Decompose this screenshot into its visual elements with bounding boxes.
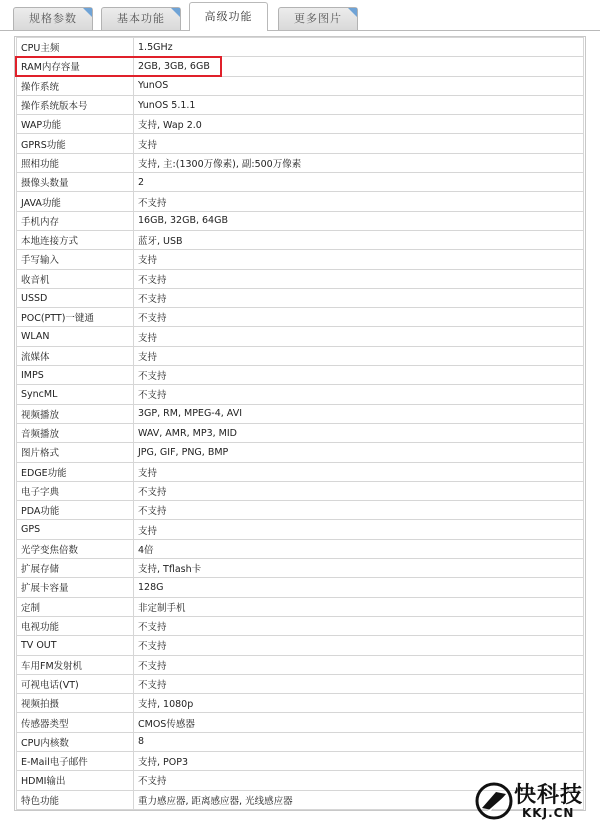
spec-value: 2GB, 3GB, 6GB [134, 57, 584, 76]
tab-corner-icon [171, 8, 180, 17]
spec-key: HDMI输出 [17, 771, 134, 790]
spec-value: CMOS传感器 [134, 713, 584, 732]
spec-value: 非定制手机 [134, 597, 584, 616]
spec-key: 摄像头数量 [17, 173, 134, 192]
spec-value: 蓝牙, USB [134, 230, 584, 249]
spec-row [17, 153, 584, 172]
spec-row [17, 694, 584, 713]
spec-key: 手写输入 [17, 250, 134, 269]
spec-row [17, 76, 584, 95]
spec-key: PDA功能 [17, 501, 134, 520]
spec-row [17, 520, 584, 539]
spec-key: 照相功能 [17, 153, 134, 172]
spec-key: GPS [17, 520, 134, 539]
spec-value: 不支持 [134, 288, 584, 307]
spec-value: 支持 [134, 520, 584, 539]
spec-value: 2 [134, 173, 584, 192]
spec-row [17, 173, 584, 192]
spec-row [17, 636, 584, 655]
spec-key: POC(PTT)一键通 [17, 308, 134, 327]
tab-corner-icon [83, 8, 92, 17]
spec-row [17, 115, 584, 134]
kkj-logo-icon [474, 782, 514, 820]
spec-row [17, 559, 584, 578]
watermark-title: 快科技 [514, 783, 584, 808]
spec-value: 支持, Tflash卡 [134, 559, 584, 578]
spec-key: 定制 [17, 597, 134, 616]
spec-value: 128G [134, 578, 584, 597]
spec-key: 图片格式 [17, 443, 134, 462]
spec-value: 重力感应器, 距离感应器, 光线感应器 [134, 790, 584, 809]
spec-key: 电视功能 [17, 616, 134, 635]
spec-row [17, 539, 584, 558]
tab-images-label: 更多图片 [294, 12, 342, 25]
spec-value: 不支持 [134, 192, 584, 211]
spec-key: 扩展卡容量 [17, 578, 134, 597]
spec-key: 音频播放 [17, 423, 134, 442]
spec-key: 本地连接方式 [17, 230, 134, 249]
spec-table [16, 37, 584, 810]
spec-row [17, 501, 584, 520]
spec-value: 支持 [134, 134, 584, 153]
tab-bar [0, 0, 600, 31]
tab-specs-label: 规格参数 [29, 12, 77, 25]
spec-row [17, 674, 584, 693]
spec-row [17, 462, 584, 481]
spec-value: 不支持 [134, 366, 584, 385]
spec-row [17, 751, 584, 770]
spec-row [17, 713, 584, 732]
tab-corner-icon [348, 8, 357, 17]
spec-key: 特色功能 [17, 790, 134, 809]
spec-value: 不支持 [134, 481, 584, 500]
spec-key: CPU内核数 [17, 732, 134, 751]
spec-key: GPRS功能 [17, 134, 134, 153]
spec-row [17, 38, 584, 57]
spec-table-container [14, 36, 586, 811]
watermark [474, 778, 594, 822]
spec-value: 不支持 [134, 308, 584, 327]
spec-value: 4倍 [134, 539, 584, 558]
spec-value: 3GP, RM, MPEG-4, AVI [134, 404, 584, 423]
spec-row [17, 95, 584, 114]
spec-value: 不支持 [134, 385, 584, 404]
spec-row [17, 134, 584, 153]
spec-row [17, 192, 584, 211]
spec-value: WAV, AMR, MP3, MID [134, 423, 584, 442]
spec-value: 不支持 [134, 616, 584, 635]
spec-value: 16GB, 32GB, 64GB [134, 211, 584, 230]
spec-value: 支持 [134, 327, 584, 346]
spec-row [17, 423, 584, 442]
spec-value: JPG, GIF, PNG, BMP [134, 443, 584, 462]
spec-value: YunOS 5.1.1 [134, 95, 584, 114]
spec-key: 视频拍摄 [17, 694, 134, 713]
spec-key: 传感器类型 [17, 713, 134, 732]
spec-key: 车用FM发射机 [17, 655, 134, 674]
spec-row [17, 732, 584, 751]
spec-row [17, 404, 584, 423]
spec-key: IMPS [17, 366, 134, 385]
spec-value: 支持, POP3 [134, 751, 584, 770]
spec-value: 不支持 [134, 636, 584, 655]
spec-row [17, 57, 584, 76]
spec-row [17, 308, 584, 327]
spec-row [17, 269, 584, 288]
spec-value: 支持, 主:(1300万像素), 副:500万像素 [134, 153, 584, 172]
spec-key: 手机内存 [17, 211, 134, 230]
spec-key: EDGE功能 [17, 462, 134, 481]
spec-value: 8 [134, 732, 584, 751]
spec-key: SyncML [17, 385, 134, 404]
spec-row [17, 327, 584, 346]
tab-basic-features[interactable] [101, 7, 181, 30]
spec-key: 操作系统 [17, 76, 134, 95]
spec-key: 光学变焦倍数 [17, 539, 134, 558]
spec-key: E-Mail电子邮件 [17, 751, 134, 770]
tab-advanced-features[interactable] [189, 2, 268, 31]
spec-value: 不支持 [134, 771, 584, 790]
spec-key: USSD [17, 288, 134, 307]
spec-row [17, 597, 584, 616]
spec-value: 支持 [134, 346, 584, 365]
spec-key: 流媒体 [17, 346, 134, 365]
spec-key: WAP功能 [17, 115, 134, 134]
spec-row [17, 211, 584, 230]
spec-key: TV OUT [17, 636, 134, 655]
spec-value: 支持 [134, 462, 584, 481]
watermark-subtitle: KKJ.CN [522, 806, 575, 820]
tab-advanced-label: 高级功能 [204, 10, 253, 23]
spec-value: 1.5GHz [134, 38, 584, 57]
spec-value: 不支持 [134, 501, 584, 520]
spec-row [17, 616, 584, 635]
spec-value: 支持, Wap 2.0 [134, 115, 584, 134]
spec-row [17, 366, 584, 385]
spec-value: 支持, 1080p [134, 694, 584, 713]
tab-more-images[interactable] [278, 7, 358, 30]
spec-value: 不支持 [134, 269, 584, 288]
spec-key: WLAN [17, 327, 134, 346]
spec-row [17, 481, 584, 500]
spec-key: RAM内存容量 [17, 57, 134, 76]
tab-basic-label: 基本功能 [117, 12, 165, 25]
spec-key: 收音机 [17, 269, 134, 288]
spec-key: 扩展存储 [17, 559, 134, 578]
spec-key: 可视电话(VT) [17, 674, 134, 693]
spec-value: YunOS [134, 76, 584, 95]
spec-row [17, 346, 584, 365]
spec-value: 不支持 [134, 674, 584, 693]
spec-row [17, 288, 584, 307]
spec-row [17, 250, 584, 269]
spec-key: 电子字典 [17, 481, 134, 500]
spec-value: 不支持 [134, 655, 584, 674]
spec-row [17, 578, 584, 597]
tab-specs[interactable] [13, 7, 93, 30]
spec-key: JAVA功能 [17, 192, 134, 211]
spec-row [17, 443, 584, 462]
spec-key: 操作系统版本号 [17, 95, 134, 114]
spec-row [17, 385, 584, 404]
spec-row [17, 655, 584, 674]
spec-key: 视频播放 [17, 404, 134, 423]
spec-key: CPU主频 [17, 38, 134, 57]
spec-row [17, 230, 584, 249]
spec-value: 支持 [134, 250, 584, 269]
